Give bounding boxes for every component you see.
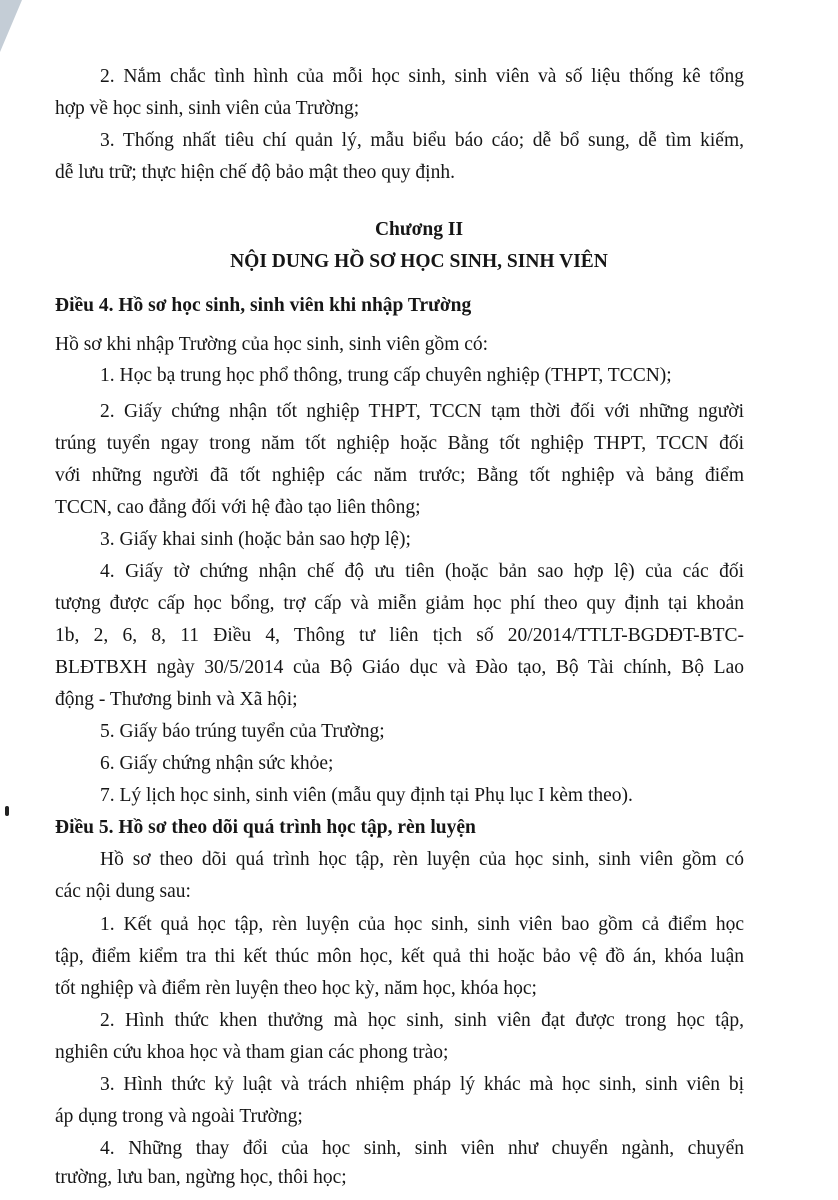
article5-lead-line1: Hồ sơ theo dõi quá trình học tập, rèn luyện của học sinh, sinh viên gồm có	[100, 849, 744, 870]
intro-item3-line1: 3. Thống nhất tiêu chí quản lý, mẫu biểu báo cáo; dễ bổ sung, dễ tìm kiếm,	[100, 130, 744, 151]
article4-item4-line5: động - Thương binh và Xã hội;	[55, 689, 298, 710]
article4-item2-line4: TCCN, cao đẳng đối với hệ đào tạo liên thông;	[55, 497, 421, 518]
article5-item3-line2: áp dụng trong và ngoài Trường;	[55, 1106, 303, 1127]
article4-item3: 3. Giấy khai sinh (hoặc bản sao hợp lệ);	[100, 529, 411, 550]
article5-title: Điều 5. Hồ sơ theo dõi quá trình học tập, rèn luyện	[55, 817, 476, 838]
article4-title: Điều 4. Hồ sơ học sinh, sinh viên khi nhập Trường	[55, 295, 472, 316]
intro-item2-line1: 2. Nắm chắc tình hình của mỗi học sinh, sinh viên và số liệu thống kê tổng	[100, 66, 744, 87]
article5-item4-line1: 4. Những thay đổi của học sinh, sinh viên như chuyển ngành, chuyển	[100, 1138, 744, 1159]
article5-item1-line3: tốt nghiệp và điểm rèn luyện theo học kỳ, năm học, khóa học;	[55, 978, 537, 999]
article5-lead-line2: các nội dung sau:	[55, 881, 191, 902]
article5-item2-line1: 2. Hình thức khen thưởng mà học sinh, sinh viên đạt được trong học tập,	[100, 1010, 744, 1031]
article4-item6: 6. Giấy chứng nhận sức khỏe;	[100, 753, 334, 774]
article5-item3-line1: 3. Hình thức kỷ luật và trách nhiệm pháp lý khác mà học sinh, sinh viên bị	[100, 1074, 744, 1095]
intro-item2-line2: hợp về học sinh, sinh viên của Trường;	[55, 98, 360, 119]
article4-lead: Hồ sơ khi nhập Trường của học sinh, sinh viên gồm có:	[55, 334, 489, 355]
article4-item4-line1: 4. Giấy tờ chứng nhận chế độ ưu tiên (hoặc bản sao hợp lệ) của các đối	[100, 561, 744, 582]
intro-item3-line2: dễ lưu trữ; thực hiện chế độ bảo mật theo quy định.	[55, 162, 455, 183]
chapter-number: Chương II	[374, 219, 464, 240]
article5-item1-line1: 1. Kết quả học tập, rèn luyện của học sinh, sinh viên bao gồm cả điểm học	[100, 914, 744, 935]
article4-item2-line3: với những người đã tốt nghiệp các năm trước; Bằng tốt nghiệp và bảng điểm	[55, 465, 744, 486]
article4-item5: 5. Giấy báo trúng tuyển của Trường;	[100, 721, 385, 742]
article4-item4-line2: tượng được cấp học bổng, trợ cấp và miễn giảm học phí theo quy định tại khoản	[55, 593, 744, 614]
article5-item1-line2: tập, điểm kiểm tra thi kết thúc môn học, kết quả thi hoặc bảo vệ đồ án, khóa luận	[55, 946, 744, 967]
article4-item4-line4: BLĐTBXH ngày 30/5/2014 của Bộ Giáo dục và Đào tạo, Bộ Tài chính, Bộ Lao	[55, 657, 744, 678]
article4-item1: 1. Học bạ trung học phổ thông, trung cấp chuyên nghiệp (THPT, TCCN);	[100, 365, 672, 386]
article4-item2-line1: 2. Giấy chứng nhận tốt nghiệp THPT, TCCN tạm thời đối với những người	[100, 401, 744, 422]
article5-item2-line2: nghiên cứu khoa học và tham gian các phong trào;	[55, 1042, 449, 1063]
article4-item2-line2: trúng tuyển ngay trong năm tốt nghiệp hoặc Bằng tốt nghiệp THPT, TCCN đối	[55, 433, 744, 454]
chapter-title: NỘI DUNG HỒ SƠ HỌC SINH, SINH VIÊN	[230, 251, 608, 272]
article4-item7: 7. Lý lịch học sinh, sinh viên (mẫu quy định tại Phụ lục I kèm theo).	[100, 785, 633, 806]
article5-item4-line2: trường, lưu ban, ngừng học, thôi học;	[55, 1167, 347, 1188]
article4-item4-line3: 1b, 2, 6, 8, 11 Điều 4, Thông tư liên tịch số 20/2014/TTLT-BGDĐT-BTC-	[55, 625, 744, 646]
